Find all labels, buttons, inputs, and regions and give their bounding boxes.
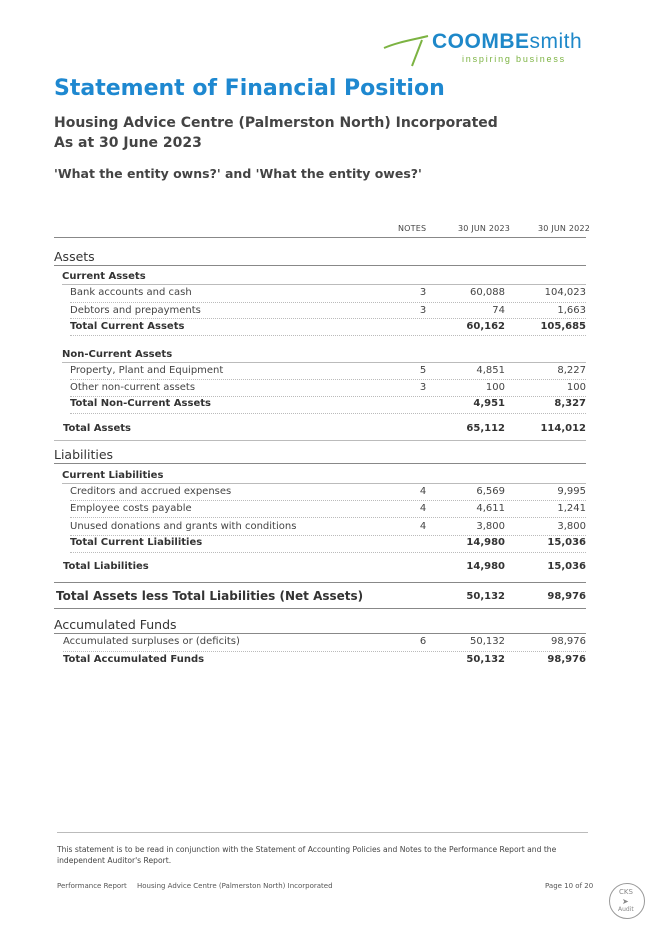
- divider: [70, 517, 586, 518]
- arrow-icon: ➤: [622, 897, 629, 906]
- divider: [70, 318, 586, 319]
- total-prior: 98,976: [547, 654, 586, 665]
- row-note: 3: [419, 287, 427, 298]
- total-assets-label: Total Assets: [63, 423, 131, 434]
- total-current: 14,980: [466, 537, 505, 548]
- divider: [62, 483, 586, 484]
- row-prior: 8,227: [557, 365, 586, 376]
- row-label: Employee costs payable: [70, 503, 192, 514]
- current-assets-heading: Current Assets: [62, 271, 146, 282]
- entity-name: Housing Advice Centre (Palmerston North) Incorporated: [54, 115, 498, 131]
- total-label: Total Current Liabilities: [70, 537, 203, 548]
- row-label: Property, Plant and Equipment: [70, 365, 224, 376]
- net-assets-label: Total Assets less Total Liabilities (Net Assets): [56, 589, 364, 603]
- logo-wordmark: [432, 30, 582, 54]
- divider: [62, 362, 586, 363]
- divider: [57, 832, 588, 833]
- row-note: 4: [419, 503, 427, 514]
- divider: [54, 608, 586, 609]
- swoosh-icon: [382, 26, 432, 72]
- report-date: As at 30 June 2023: [54, 135, 202, 151]
- total-assets-current: 65,112: [466, 423, 505, 434]
- non-current-assets-heading: Non-Current Assets: [62, 349, 173, 360]
- divider: [70, 413, 586, 414]
- total-label: Total Non-Current Assets: [70, 398, 211, 409]
- row-current: 4,851: [476, 365, 505, 376]
- assets-heading: Assets: [54, 249, 95, 264]
- divider: [70, 396, 586, 397]
- notes-column-header: NOTES: [398, 224, 427, 233]
- coombesmith-logo: [382, 26, 592, 72]
- logo-tagline: inspiring business: [462, 54, 566, 64]
- divider: [70, 552, 586, 553]
- row-current: 4,611: [476, 503, 505, 514]
- total-current: 4,951: [473, 398, 505, 409]
- divider: [70, 379, 586, 380]
- divider: [54, 440, 586, 441]
- row-note: 6: [419, 636, 427, 647]
- total-assets-prior: 114,012: [540, 423, 586, 434]
- divider: [54, 237, 586, 238]
- row-note: 3: [419, 305, 427, 316]
- row-prior: 9,995: [557, 486, 586, 497]
- divider: [70, 500, 586, 501]
- total-current: 60,162: [466, 321, 505, 332]
- row-prior: 98,976: [551, 636, 586, 647]
- row-label: Creditors and accrued expenses: [70, 486, 232, 497]
- prior-year-column-header: 30 JUN 2022: [538, 224, 591, 233]
- row-current: 3,800: [476, 521, 505, 532]
- row-prior: 3,800: [557, 521, 586, 532]
- stamp-line2: Audit: [618, 906, 634, 913]
- entity-heading: [54, 113, 498, 153]
- row-note: 4: [419, 486, 427, 497]
- row-current: 50,132: [470, 636, 505, 647]
- liabilities-heading: Liabilities: [54, 447, 114, 462]
- row-label: Bank accounts and cash: [70, 287, 192, 298]
- footer-report-name: Performance Report: [57, 882, 127, 890]
- page-number: Page 10 of 20: [545, 882, 594, 890]
- logo-word-bold: COOMBE: [432, 30, 530, 53]
- row-prior: 104,023: [544, 287, 586, 298]
- total-liabilities-label: Total Liabilities: [63, 561, 149, 572]
- row-prior: 1,663: [557, 305, 586, 316]
- divider: [54, 265, 586, 266]
- divider: [54, 633, 586, 634]
- row-label: Unused donations and grants with conditions: [70, 521, 297, 532]
- row-current: 60,088: [470, 287, 505, 298]
- row-note: 5: [419, 365, 427, 376]
- total-prior: 8,327: [554, 398, 586, 409]
- footnote: This statement is to be read in conjunction with the Statement of Accounting Policies and Notes to the Performance Report and the independent Auditor's Report.: [57, 845, 557, 865]
- row-note: 4: [419, 521, 427, 532]
- row-current: 6,569: [476, 486, 505, 497]
- net-assets-current: 50,132: [466, 591, 505, 602]
- row-label: Accumulated surpluses or (deficits): [63, 636, 240, 647]
- row-label: Debtors and prepayments: [70, 305, 201, 316]
- total-prior: 15,036: [547, 537, 586, 548]
- divider: [54, 463, 586, 464]
- row-prior: 100: [566, 382, 586, 393]
- total-liabilities-prior: 15,036: [547, 561, 586, 572]
- page-title: Statement of Financial Position: [54, 76, 445, 101]
- row-current: 100: [485, 382, 505, 393]
- accumulated-funds-heading: Accumulated Funds: [54, 617, 177, 632]
- footer-entity-name: Housing Advice Centre (Palmerston North) Incorporated: [137, 882, 333, 890]
- total-prior: 105,685: [540, 321, 586, 332]
- current-year-column-header: 30 JUN 2023: [458, 224, 511, 233]
- divider: [62, 284, 586, 285]
- row-note: 3: [419, 382, 427, 393]
- logo-word-light: smith: [529, 30, 583, 53]
- statement-question: 'What the entity owns?' and 'What the entity owes?': [54, 166, 422, 181]
- total-current: 50,132: [466, 654, 505, 665]
- total-label: Total Current Assets: [70, 321, 185, 332]
- stamp-line1: CKS: [619, 888, 633, 896]
- divider: [54, 582, 586, 583]
- divider: [63, 651, 586, 652]
- divider: [70, 335, 586, 336]
- current-liabilities-heading: Current Liabilities: [62, 470, 164, 481]
- row-current: 74: [492, 305, 505, 316]
- net-assets-prior: 98,976: [547, 591, 586, 602]
- total-label: Total Accumulated Funds: [63, 654, 205, 665]
- audit-stamp: [609, 883, 645, 919]
- divider: [70, 302, 586, 303]
- total-liabilities-current: 14,980: [466, 561, 505, 572]
- row-prior: 1,241: [557, 503, 586, 514]
- divider: [70, 535, 586, 536]
- row-label: Other non-current assets: [70, 382, 196, 393]
